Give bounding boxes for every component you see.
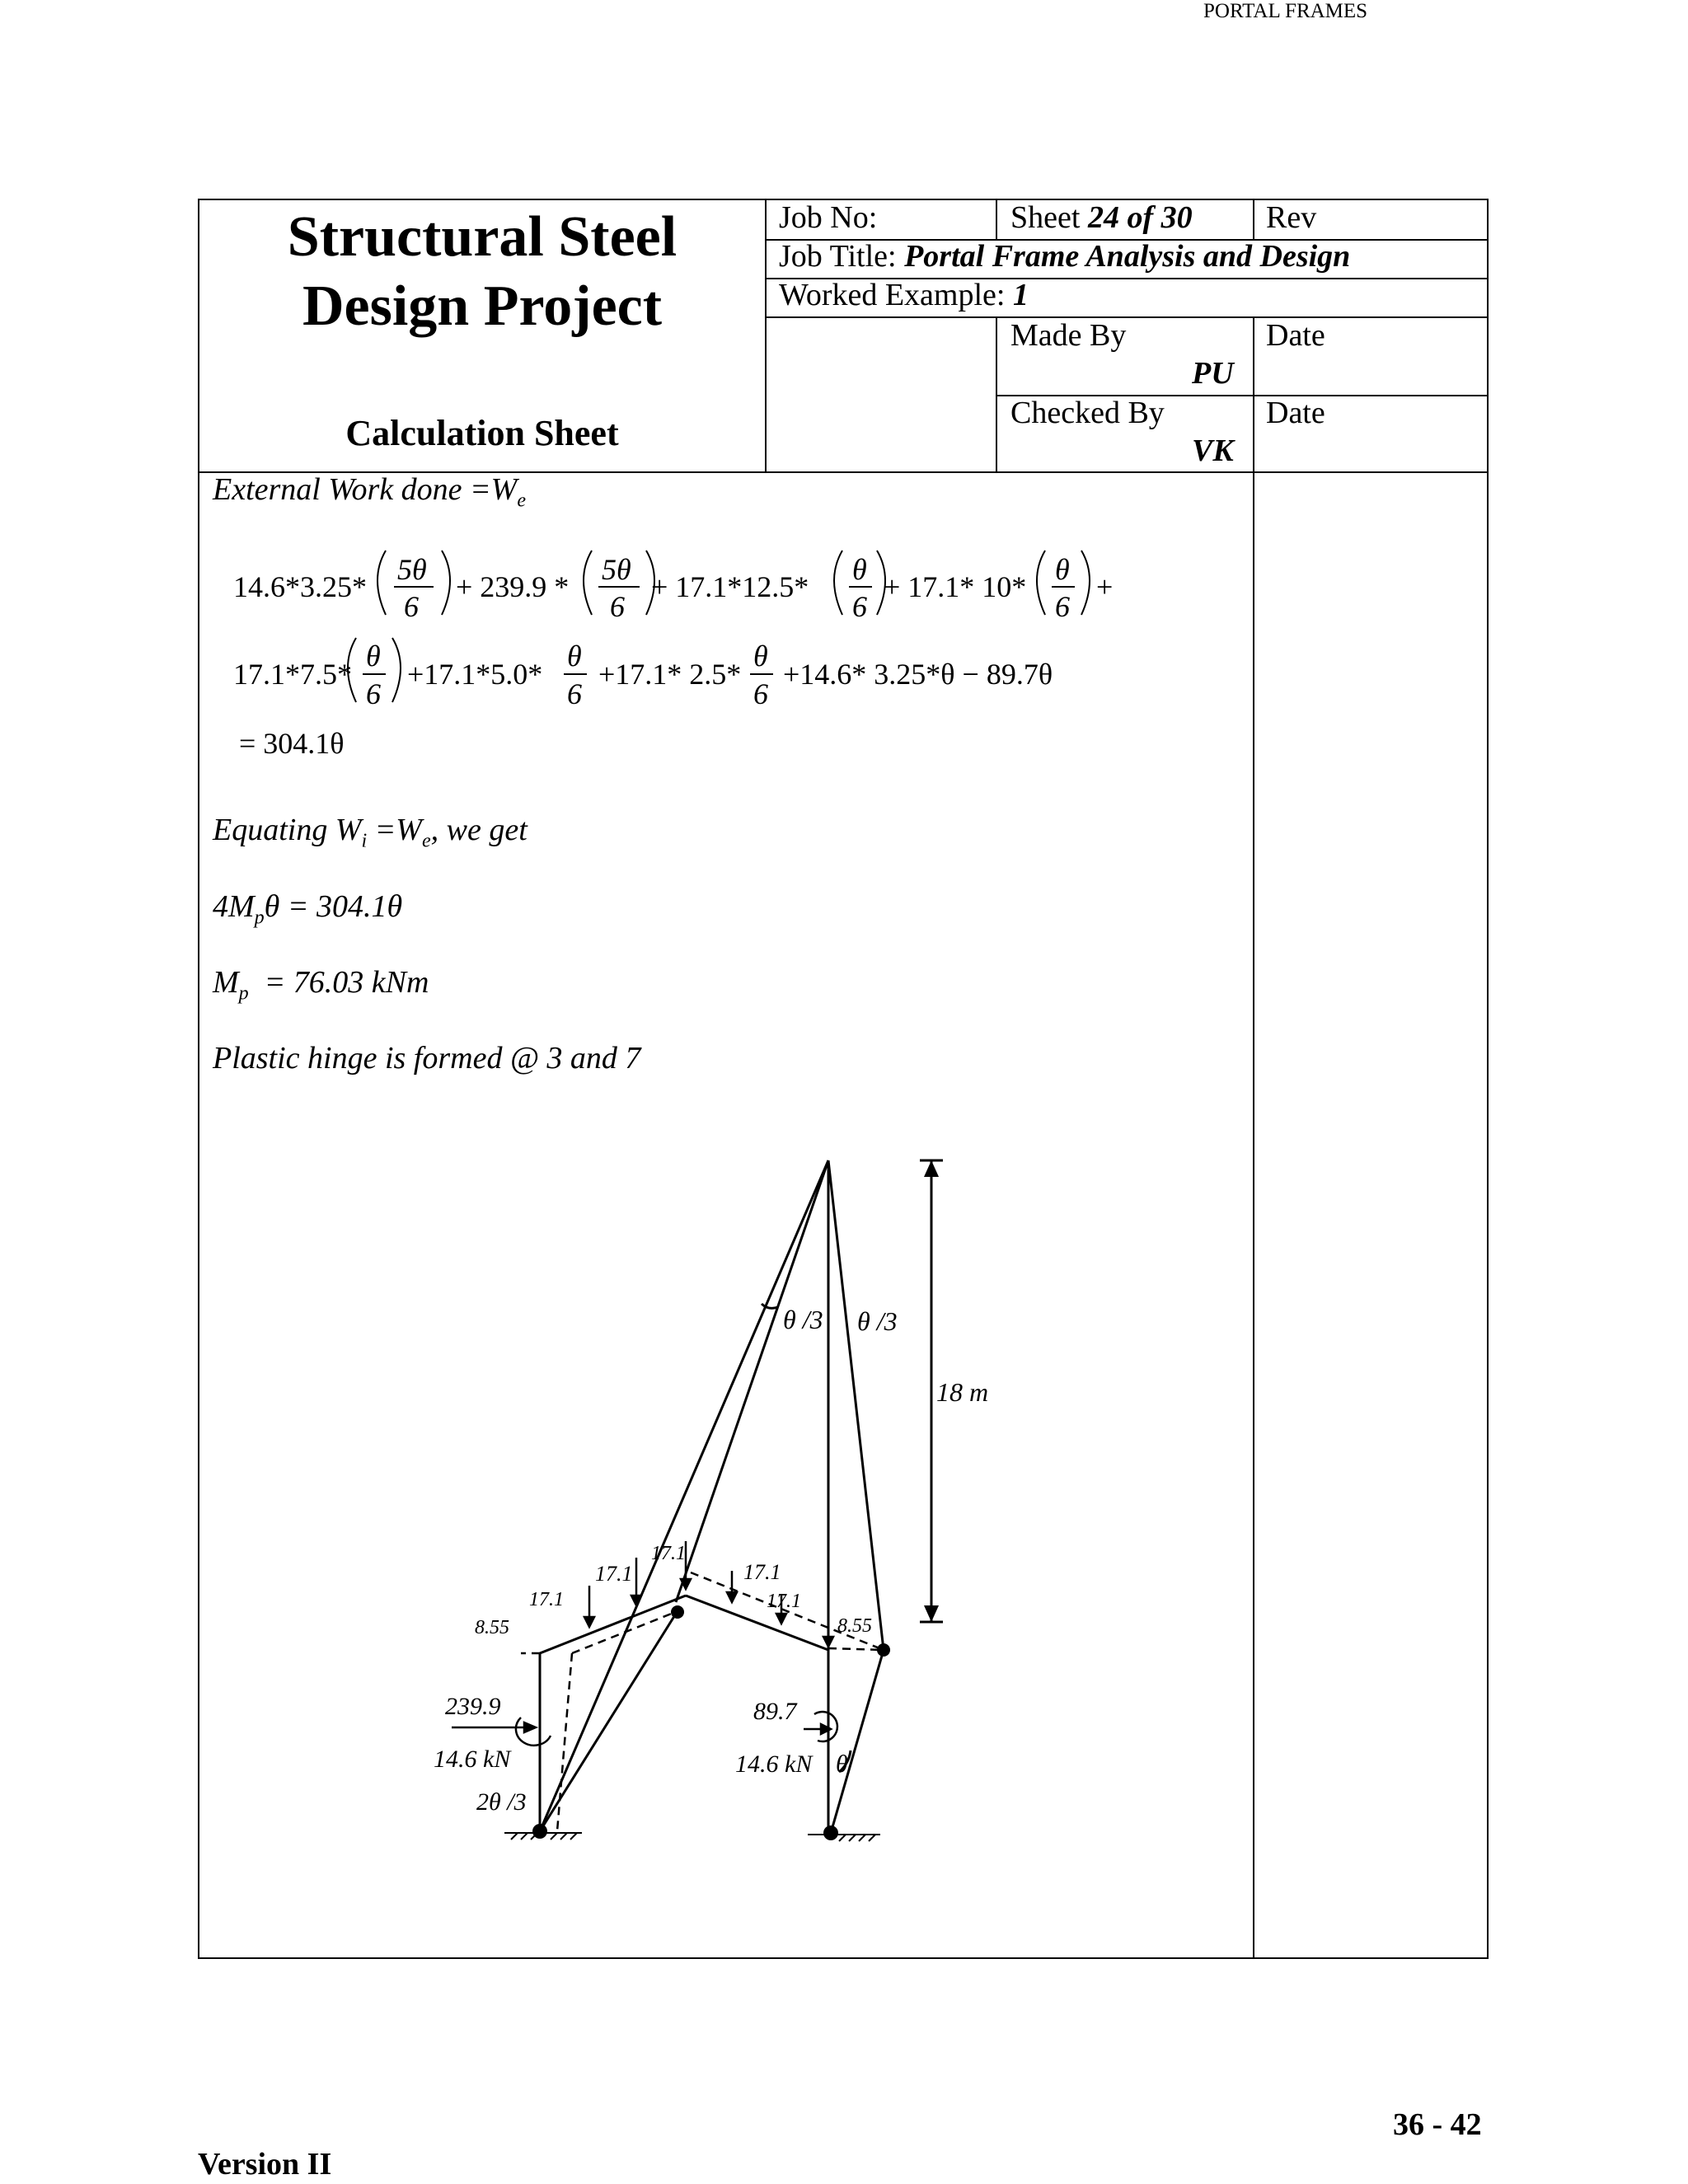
fraction-denominator: 6 — [753, 677, 768, 710]
height-label: 18 m — [936, 1377, 989, 1407]
fraction-numerator: θ — [852, 553, 867, 586]
load-arrowhead — [584, 1617, 594, 1627]
load-label: 17.1 — [595, 1562, 633, 1586]
date-label: Date — [1266, 396, 1325, 430]
project-title-line: Structural Steel — [287, 205, 678, 269]
equating-text: Equating W — [213, 813, 362, 847]
made-by-label: Made By — [1010, 318, 1127, 353]
moment-label: 89.7 — [753, 1698, 797, 1725]
ic-ray — [676, 1160, 828, 1602]
moment-arrow — [516, 1718, 551, 1746]
right-rafter — [686, 1596, 828, 1650]
sheet-label: Sheet — [1010, 200, 1088, 235]
load-arrowhead — [681, 1579, 691, 1589]
base-hinge — [823, 1825, 838, 1840]
rotation-label: θ — [836, 1750, 848, 1778]
job-title-label: Job Title: — [779, 239, 905, 274]
fraction-numerator: θ — [366, 640, 381, 673]
sheet-value: 24 of 30 — [1087, 200, 1193, 235]
moment-equation-text: θ = 304.1θ — [264, 889, 403, 924]
job-title-value: Portal Frame Analysis and Design — [904, 239, 1351, 274]
ground-hatch — [551, 1833, 557, 1840]
plastic-hinge — [877, 1643, 890, 1657]
checked-by-label: Checked By — [1010, 396, 1165, 430]
fraction-denominator: 6 — [852, 590, 867, 623]
ground-hatch — [849, 1835, 856, 1841]
made-by-value: PU — [1192, 356, 1234, 391]
ground-hatch — [839, 1835, 846, 1841]
plastic-moment-subscript: p — [238, 982, 249, 1005]
version-label: Version II — [198, 2147, 332, 2182]
fraction-denominator: 6 — [404, 590, 419, 623]
load-arrowhead — [631, 1596, 641, 1605]
fraction-numerator: θ — [567, 640, 582, 673]
horizontal-load-label: 14.6 kN — [434, 1746, 511, 1773]
plastic-hinge — [671, 1605, 684, 1619]
eq-term: + 17.1*12.5* — [651, 570, 809, 603]
equating-subscript: i — [361, 830, 368, 852]
load-arrowhead — [727, 1592, 737, 1602]
external-work-subscript: e — [517, 490, 526, 512]
eq-term: + 239.9 * — [456, 570, 570, 603]
plastic-moment-text: = 76.03 kNm — [248, 965, 429, 1000]
load-arrowhead — [823, 1637, 833, 1647]
fraction-denominator: 6 — [610, 590, 625, 623]
ground-hatch — [511, 1833, 518, 1840]
ground-hatch — [560, 1833, 567, 1840]
theta-label: θ /3 — [857, 1306, 898, 1336]
fraction-denominator: 6 — [567, 677, 582, 710]
page-number: 36 - 42 — [1393, 2107, 1482, 2142]
ground-hatch — [521, 1833, 528, 1840]
worked-example-value: 1 — [1012, 278, 1029, 312]
plastic-moment-text: M — [213, 965, 239, 1000]
load-arrowhead — [776, 1614, 786, 1624]
project-title-line: Design Project — [302, 274, 663, 338]
load-label: 17.1 — [767, 1591, 801, 1612]
eq-term: 17.1*7.5* — [233, 658, 352, 691]
ground-hatch — [869, 1835, 875, 1841]
load-label: 8.55 — [475, 1617, 509, 1638]
sheet-type: Calculation Sheet — [345, 413, 619, 453]
moment-equation-subscript: p — [254, 907, 265, 929]
dashed-deformed-member — [557, 1653, 572, 1831]
equating-text: , we get — [430, 813, 528, 847]
eq-term: + — [1096, 570, 1114, 603]
eq-term: + 17.1* 10* — [884, 570, 1027, 603]
eq-term: +17.1*5.0* — [407, 658, 543, 691]
fraction-numerator: θ — [1055, 553, 1070, 586]
rotation-label: 2θ /3 — [476, 1788, 527, 1816]
ic-ray — [828, 1160, 884, 1650]
displaced-member — [831, 1650, 884, 1833]
worked-example-label: Worked Example: — [779, 278, 1013, 312]
ground-hatch — [859, 1835, 865, 1841]
load-label: 17.1 — [651, 1543, 686, 1564]
equating-subscript: e — [421, 830, 431, 852]
eq-term: +14.6* 3.25*θ − 89.7θ — [783, 658, 1053, 691]
horizontal-load-arrowhead — [524, 1722, 536, 1732]
checked-by-value: VK — [1192, 434, 1234, 468]
horizontal-load-label: 14.6 kN — [735, 1750, 813, 1778]
load-label: 17.1 — [743, 1560, 781, 1584]
dimension-arrowhead — [924, 1605, 939, 1622]
theta-label: θ /3 — [783, 1305, 823, 1334]
fraction-numerator: 5θ — [602, 553, 631, 586]
running-head: PORTAL FRAMES — [1203, 0, 1368, 22]
ic-ray — [540, 1160, 828, 1831]
eq-term: 14.6*3.25* — [233, 570, 367, 603]
fraction-denominator: 6 — [366, 677, 381, 710]
dashed-deformed-member — [828, 1648, 884, 1650]
fraction-numerator: 5θ — [397, 553, 427, 586]
moment-label: 239.9 — [445, 1693, 501, 1720]
job-no-label: Job No: — [779, 200, 878, 235]
external-work-text: External Work done =W — [213, 472, 518, 507]
equating-text: =W — [367, 813, 422, 847]
dimension-arrowhead — [924, 1160, 939, 1177]
ground-hatch — [570, 1833, 577, 1840]
date-label: Date — [1266, 318, 1325, 353]
load-label: 8.55 — [837, 1615, 872, 1637]
rev-label: Rev — [1266, 200, 1317, 235]
load-label: 17.1 — [529, 1589, 564, 1610]
eq-result: = 304.1θ — [239, 727, 345, 760]
eq-term: +17.1* 2.5* — [598, 658, 742, 691]
moment-equation-text: 4M — [213, 889, 255, 924]
plastic-hinge-statement: Plastic hinge is formed @ 3 and 7 — [213, 1041, 641, 1076]
fraction-denominator: 6 — [1055, 590, 1070, 623]
fraction-numerator: θ — [753, 640, 768, 673]
